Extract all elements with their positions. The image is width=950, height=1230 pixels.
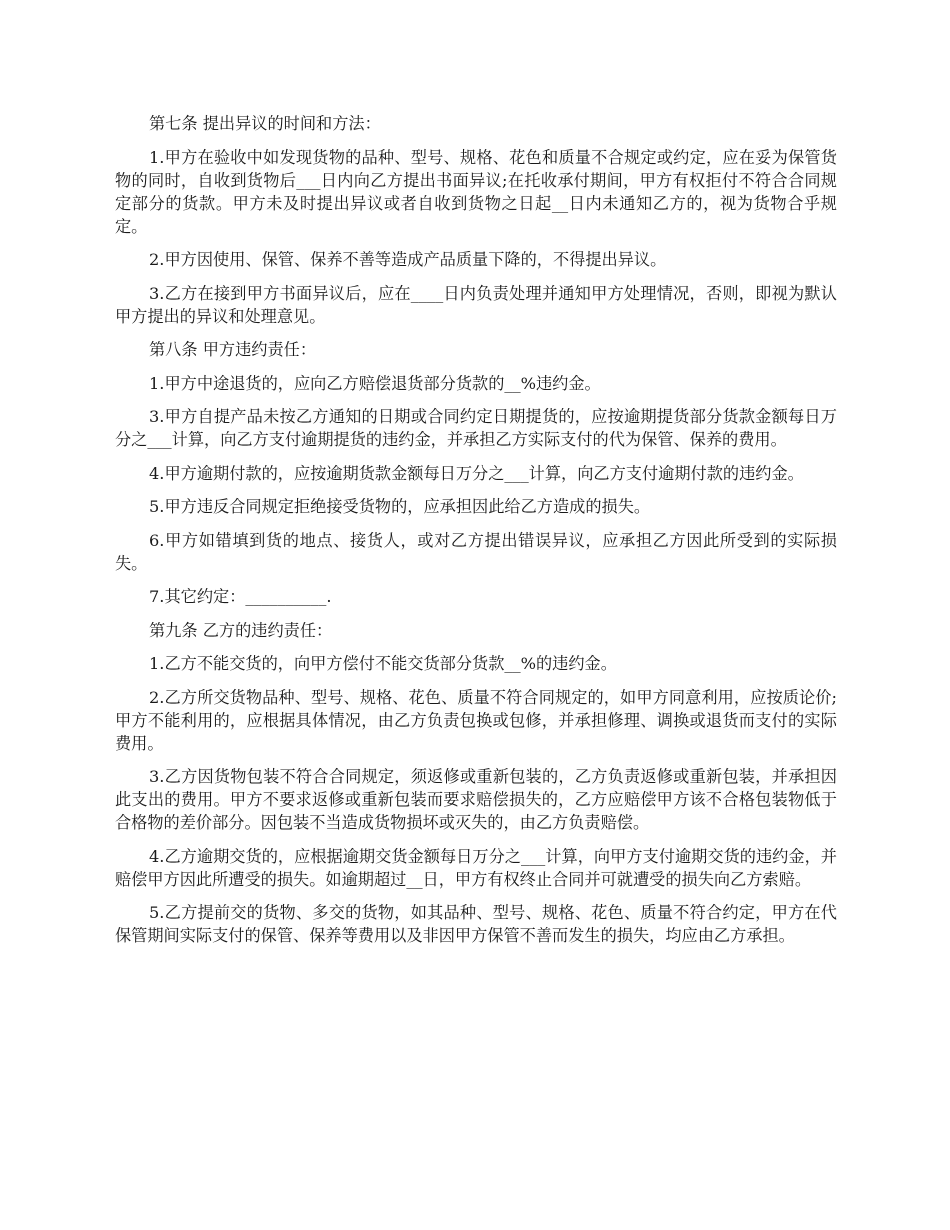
article-8-clause-4: 4.甲方逾期付款的，应按逾期货款金额每日万分之___计算，向乙方支付逾期付款的违约金。 bbox=[149, 463, 804, 483]
article-9-clause-3: 3.乙方因货物包装不符合合同规定，须返修或重新包装的，乙方负责返修或重新包装，并承担因此支出的费用。甲方不要求返修或重新包装而要求赔偿损失的，乙方应赔偿甲方该不合格包装物低于合格物的差价部分。因包装不当造成货物损坏或灭失的，由乙方负责赔偿。 bbox=[115, 767, 837, 832]
article-9-heading: 第九条 乙方的违约责任： bbox=[149, 620, 333, 640]
article-9-clause-1: 1.乙方不能交货的，向甲方偿付不能交货部分货款__%的违约金。 bbox=[149, 654, 617, 673]
article-8-clause-7: 7.其它约定：__________. bbox=[149, 587, 332, 606]
article-8-clause-1: 1.甲方中途退货的，应向乙方赔偿退货部分货款的__%违约金。 bbox=[149, 373, 601, 393]
article-7-clause-3: 3.乙方在接到甲方书面异议后，应在____日内负责处理并通知甲方处理情况，否则，即视为默认甲方提出的异议和处理意见。 bbox=[115, 283, 837, 326]
article-8-clause-6: 6.甲方如错填到货的地点、接货人，或对乙方提出错误异议，应承担乙方因此所受到的实际损失。 bbox=[115, 530, 837, 573]
document-body bbox=[115, 112, 837, 958]
article-7-clause-1: 1.甲方在验收中如发现货物的品种、型号、规格、花色和质量不合规定或约定，应在妥为保管货物的同时，自收到货物后___日内向乙方提出书面异议;在托收承付期间，甲方有权拒付不符合合同规定部分的货款。甲方未及时提出异议或者自收到货物之日起__日内未通知乙方的，视为货物合乎规定。 bbox=[115, 147, 837, 236]
article-7-heading: 第七条 提出异议的时间和方法： bbox=[149, 114, 381, 133]
article-7-clause-2: 2.甲方因使用、保管、保养不善等造成产品质量下降的，不得提出异议。 bbox=[149, 250, 667, 269]
article-8-heading: 第八条 甲方违约责任： bbox=[149, 340, 317, 359]
article-9-clause-5: 5.乙方提前交的货物、多交的货物，如其品种、型号、规格、花色、质量不符合约定，甲方在代保管期间实际支付的保管、保养等费用以及非因甲方保管不善而发生的损失，均应由乙方承担。 bbox=[115, 903, 837, 945]
article-9-clause-4: 4.乙方逾期交货的，应根据逾期交货金额每日万分之___计算，向甲方支付逾期交货的违约金，并赔偿甲方因此所遭受的损失。如逾期超过__日，甲方有权终止合同并可就遭受的损失向乙方索赔。 bbox=[115, 846, 837, 889]
article-9-clause-2: 2.乙方所交货物品种、型号、规格、花色、质量不符合同规定的，如甲方同意利用，应按质论价;甲方不能利用的，应根据具体情况，由乙方负责包换或包修，并承担修理、调换或退货而支付的实际费用。 bbox=[115, 687, 837, 753]
article-8-clause-3: 3.甲方自提产品未按乙方通知的日期或合同约定日期提货的，应按逾期提货部分货款金额每日万分之___计算，向乙方支付逾期提货的违约金，并承担乙方实际支付的代为保管、保养的费用。 bbox=[115, 407, 837, 449]
article-8-clause-5: 5.甲方违反合同规定拒绝接受货物的，应承担因此给乙方造成的损失。 bbox=[149, 497, 651, 516]
